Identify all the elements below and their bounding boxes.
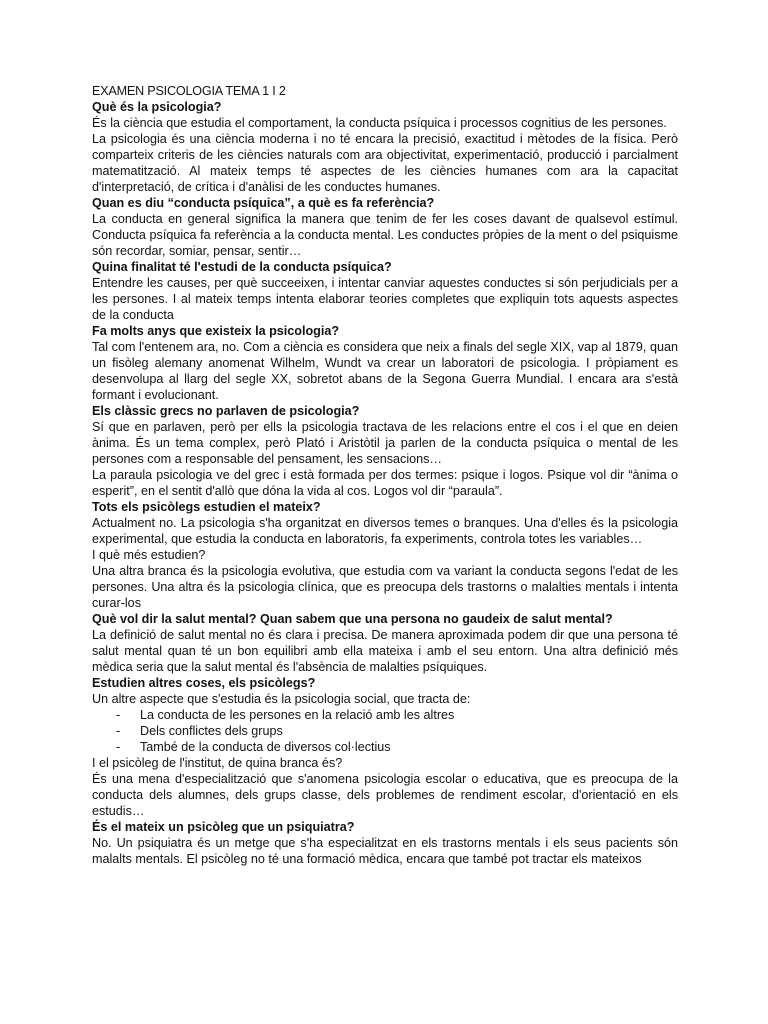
dash-list [92,707,678,755]
question-other-topics: Estudien altres coses, els psicòlegs? [92,676,316,690]
list-item: - La conducta de les persones en la relació amb les altres [92,707,678,723]
answer-paragraph: Un altre aspecte que s'estudia és la psicologia social, que tracta de: [92,692,471,706]
list-item: - També de la conducta de diversos col·lectius [92,739,678,755]
question-same-study: Tots els psicòlegs estudien el mateix? [92,500,321,514]
question-school-psychologist: I el psicòleg de l'institut, de quina branca és? [92,756,343,770]
answer-paragraph: Sí que en parlaven, però per ells la psicologia tractava de les relacions entre el cos i el que en deien ànima. És un tema complex, però Plató i Aristòtil ja parlen de la conducta psíquica o mental de les persones com a responsable del pensament, les sensacions… [92,420,678,466]
answer-paragraph: Tal com l'entenem ara, no. Com a ciència es considera que neix a finals del segle XIX, vap al 1879, quan un fisòleg alemany anomenat Wilhelm, Wundt va crear un laboratori de psicologia. I pròpiament es desenvolupa al llarg del segle XX, sobretot abans de la Segona Guerra Mundial. I encara ara s'està formant i evolucionant. [92,340,678,402]
question-psychic-conduct: Quan es diu “conducta psíquica”, a què es fa referència? [92,196,435,210]
document-title: EXAMEN PSICOLOGIA TEMA 1 I 2 [92,84,286,98]
answer-paragraph: La definició de salut mental no és clara i precisa. De manera aproximada podem dir que una persona té salut mental quan té un bon equilibri amb ella mateixa i amb el seu entorn. Una altra definició més mèdica seria que la salut mental és l'absència de malalties psíquiques. [92,628,678,674]
question-what-else: I què més estudien? [92,548,206,562]
answer-paragraph: No. Un psiquiatra és un metge que s'ha especialitzat en els trastorns mentals i els seus pacients són malalts mentals. El psicòleg no té una formació mèdica, encara que també pot tractar els mateixos [92,836,678,866]
document-page [92,83,678,867]
answer-paragraph: És una mena d'especialització que s'anomena psicologia escolar o educativa, que es preocupa de la conducta dels alumnes, dels grups classe, dels problemes de rendiment escolar, d'orientació en els estudis… [92,772,678,818]
question-psychologist-vs-psychiatrist: És el mateix un psicòleg que un psiquiatra? [92,820,355,834]
answer-paragraph: La paraula psicologia ve del grec i està formada per dos termes: psique i logos. Psique vol dir “ànima o esperit”, en el sentit d'allò que dóna la vida al cos. Logos vol dir “paraula”. [92,468,678,498]
answer-paragraph: La conducta en general significa la manera que tenim de fer les coses davant de qualsevol estímul. Conducta psíquica fa referència a la conducta mental. Les conductes pròpies de la ment o del psiquisme són recordar, somiar, pensar, sentir… [92,212,678,258]
answer-paragraph: Una altra branca és la psicologia evolutiva, que estudia com va variant la conducta segons l'edat de les persones. Una altra és la psicologia clínica, que es preocupa dels trastorns o malalties mentals i intenta curar-los [92,564,678,610]
question-purpose-of-study: Quina finalitat té l'estudi de la conducta psíquica? [92,260,392,274]
question-greek-classics: Els clàssic grecs no parlaven de psicologia? [92,404,360,418]
question-what-is-psychology: Què és la psicologia? [92,100,222,114]
list-item: - Dels conflictes dels grups [92,723,678,739]
question-history: Fa molts anys que existeix la psicologia? [92,324,340,338]
question-mental-health: Què vol dir la salut mental? Quan sabem que una persona no gaudeix de salut mental? [92,612,613,626]
answer-paragraph: És la ciència que estudia el comportament, la conducta psíquica i processos cognitius de les persones. [92,116,667,130]
answer-paragraph: La psicologia és una ciència moderna i no té encara la precisió, exactitud i mètodes de la física. Però comparteix criteris de les ciències naturals com ara objectivitat, experimentació, producció i parcialment matematització. Al mateix temps té aspectes de les ciències humanes com ara la capacitat d'interpretació, de crítica i d'anàlisi de les conductes humanes. [92,132,678,194]
answer-paragraph: Actualment no. La psicologia s'ha organitzat en diversos temes o branques. Una d'elles és la psicologia experimental, que estudia la conducta en laboratoris, fa experiments, controla totes les variables… [92,516,678,546]
answer-paragraph: Entendre les causes, per què succeeixen, i intentar canviar aquestes conductes si són perjudicials per a les persones. I al mateix temps intenta elaborar teories completes que expliquin tots aquests aspectes de la conducta [92,276,678,322]
